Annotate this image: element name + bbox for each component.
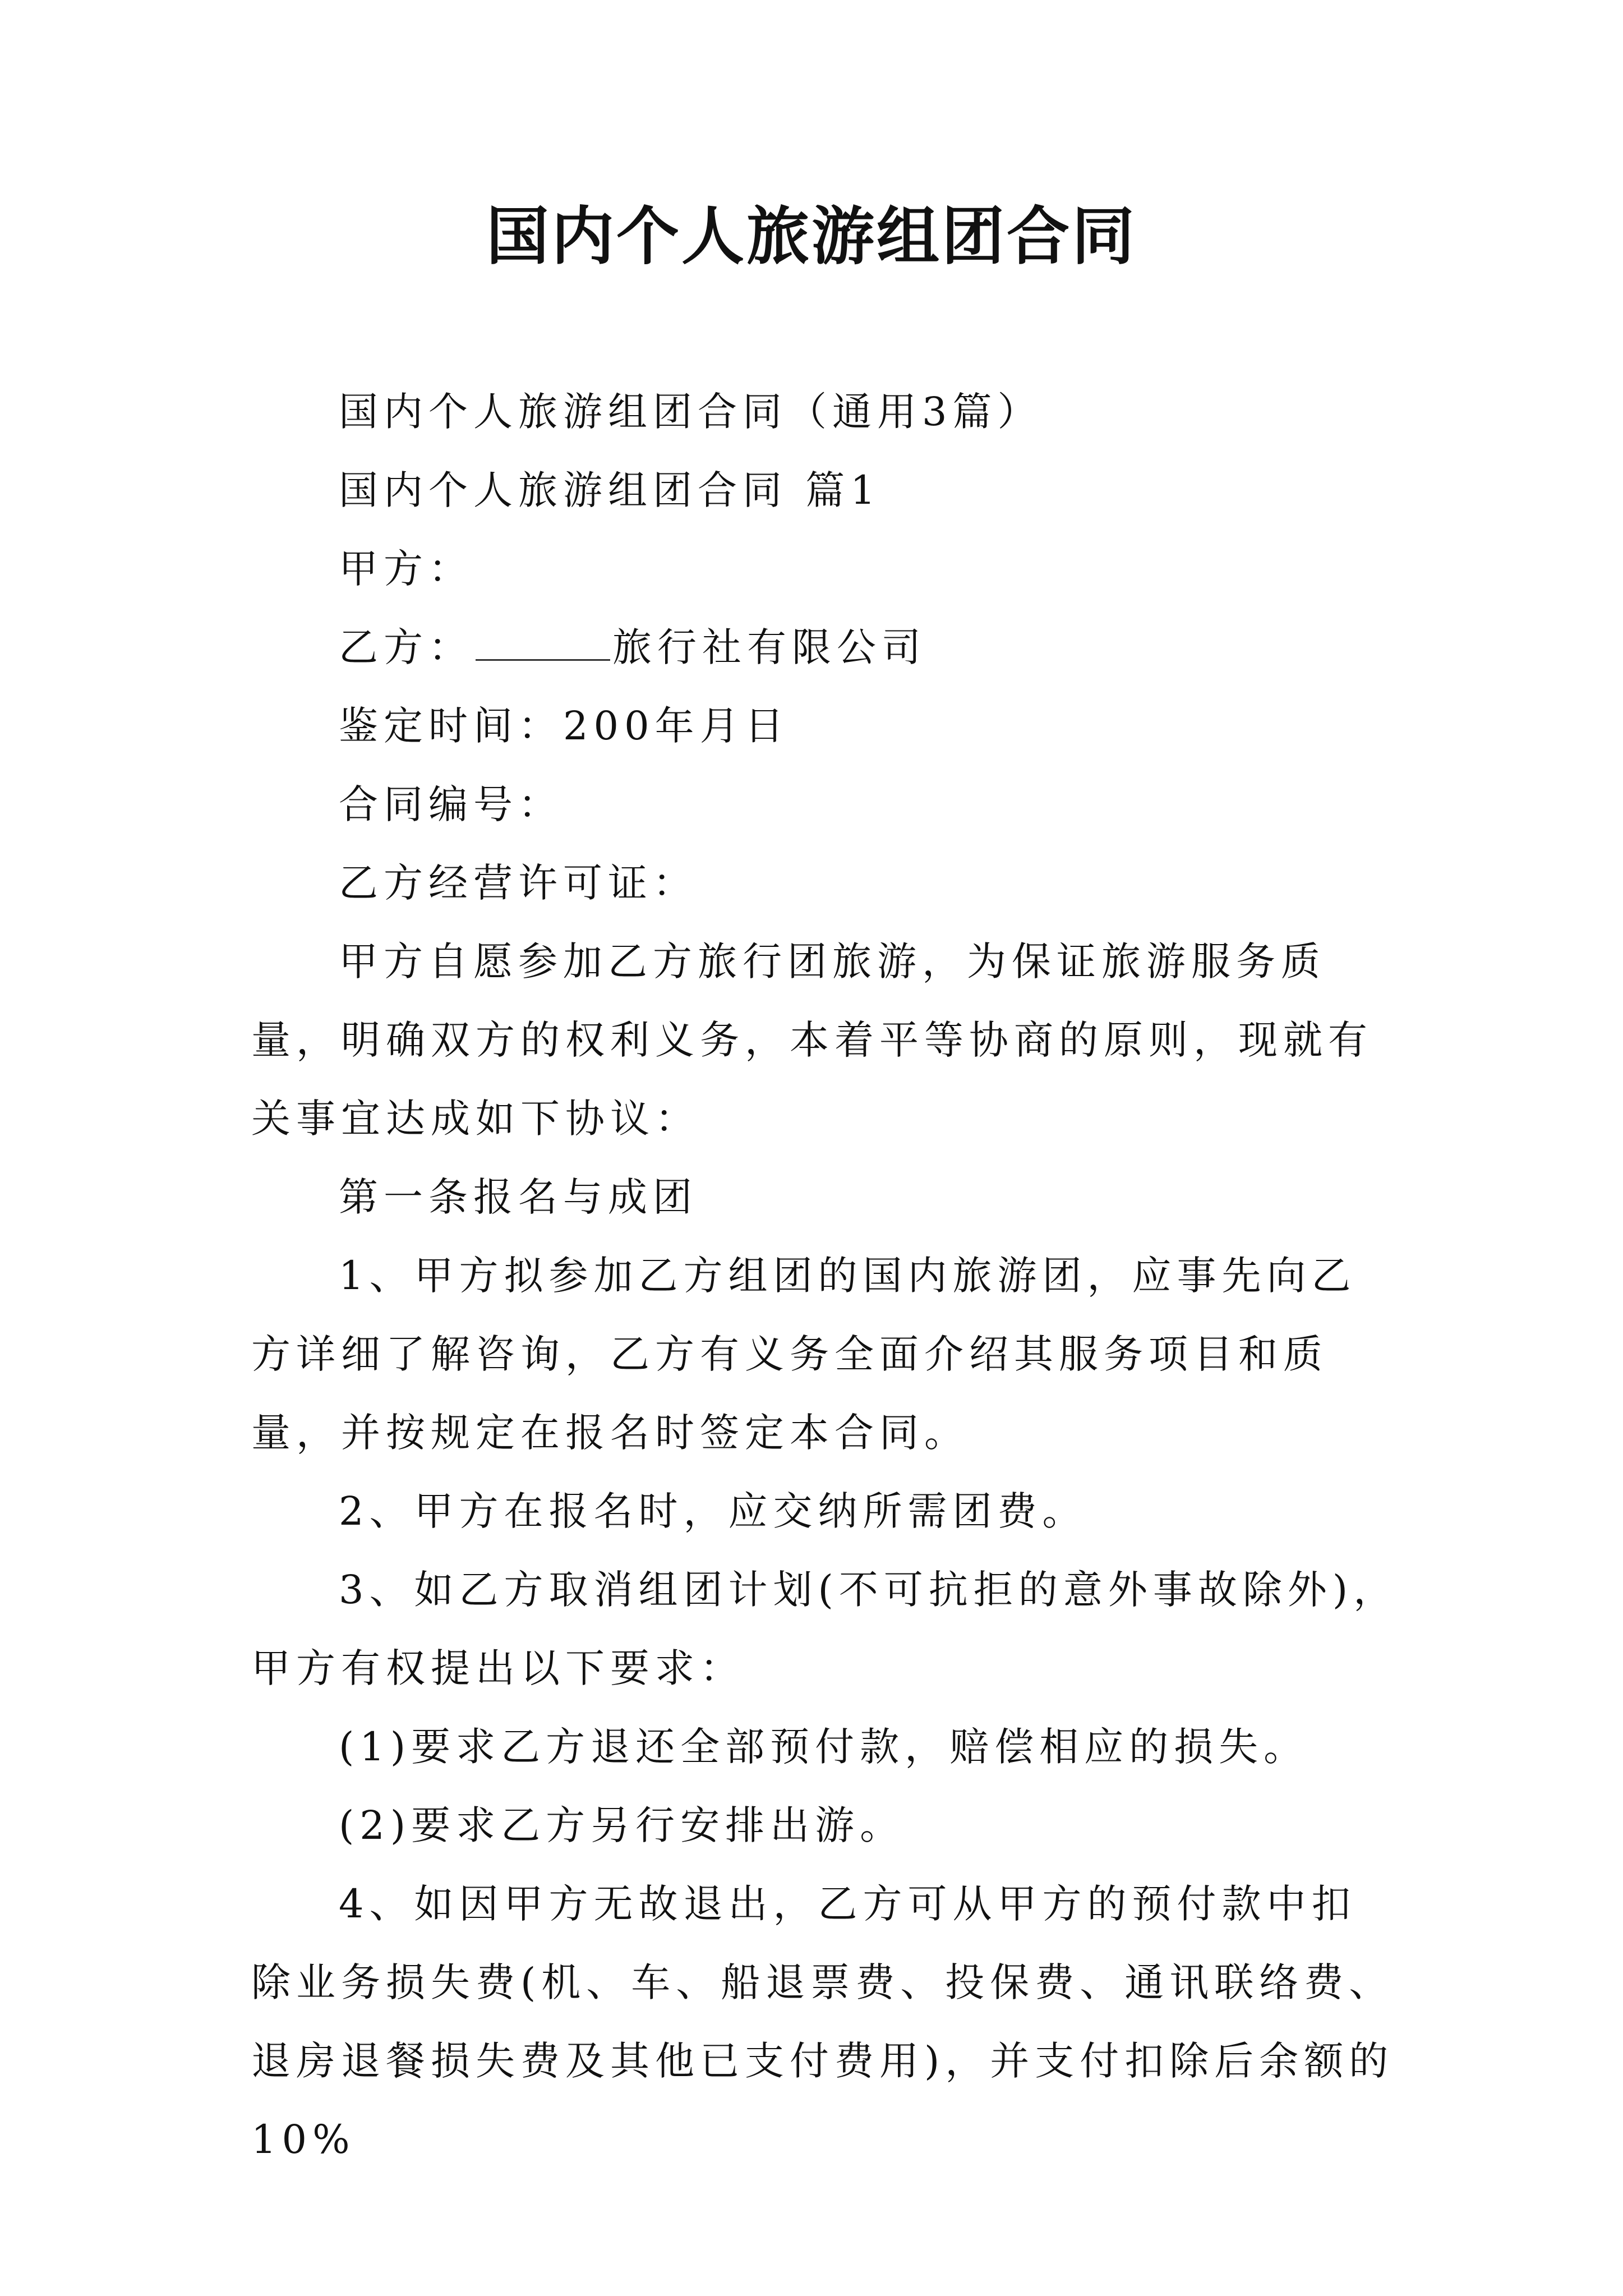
preamble-paragraph: 甲方自愿参加乙方旅行团旅游，为保证旅游服务质量，明确双方的权利义务，本着平等协商的原则，现就有关事宜达成如下协议：: [251, 938, 1373, 1142]
document-body: [251, 372, 1401, 2179]
document-title: 国内个人旅游组团合同: [486, 200, 1137, 273]
party-b-line: [251, 608, 1401, 687]
party-b-blank: [476, 625, 610, 661]
clause-2: 2、甲方在报名时，应交纳所需团费。: [339, 1488, 1087, 1534]
license-line: 乙方经营许可证：: [339, 860, 698, 906]
party-b-company: 旅行社有限公司: [612, 624, 926, 670]
party-b-label: 乙方：: [339, 624, 473, 670]
party-a-line: 甲方：: [339, 546, 473, 592]
clause-1: 1、甲方拟参加乙方组团的国内旅游团，应事先向乙方详细了解咨询，乙方有义务全面介绍其服务项目和质量，并按规定在报名时签定本合同。: [251, 1253, 1357, 1456]
sign-date-line: 鉴定时间：200年月日: [339, 703, 790, 749]
subtitle-line: 国内个人旅游组团合同（通用3篇）: [339, 389, 1043, 435]
contract-number-line: 合同编号：: [339, 781, 563, 827]
section-heading: 国内个人旅游组团合同 篇1: [339, 467, 881, 513]
clause-3: 3、如乙方取消组团计划(不可抗拒的意外事故除外)，甲方有权提出以下要求：: [251, 1567, 1399, 1691]
article-1-heading: 第一条报名与成团: [339, 1174, 698, 1220]
clause-4: 4、如因甲方无故退出，乙方可从甲方的预付款中扣除业务损失费(机、车、船退票费、投保费、通讯联络费、退房退餐损失费及其他已支付费用)，并支付扣除后余额的10%: [251, 1881, 1394, 2162]
clause-3-item-1: (1)要求乙方退还全部预付款，赔偿相应的损失。: [339, 1724, 1309, 1770]
clause-3-item-2: (2)要求乙方另行安排出游。: [339, 1802, 905, 1848]
